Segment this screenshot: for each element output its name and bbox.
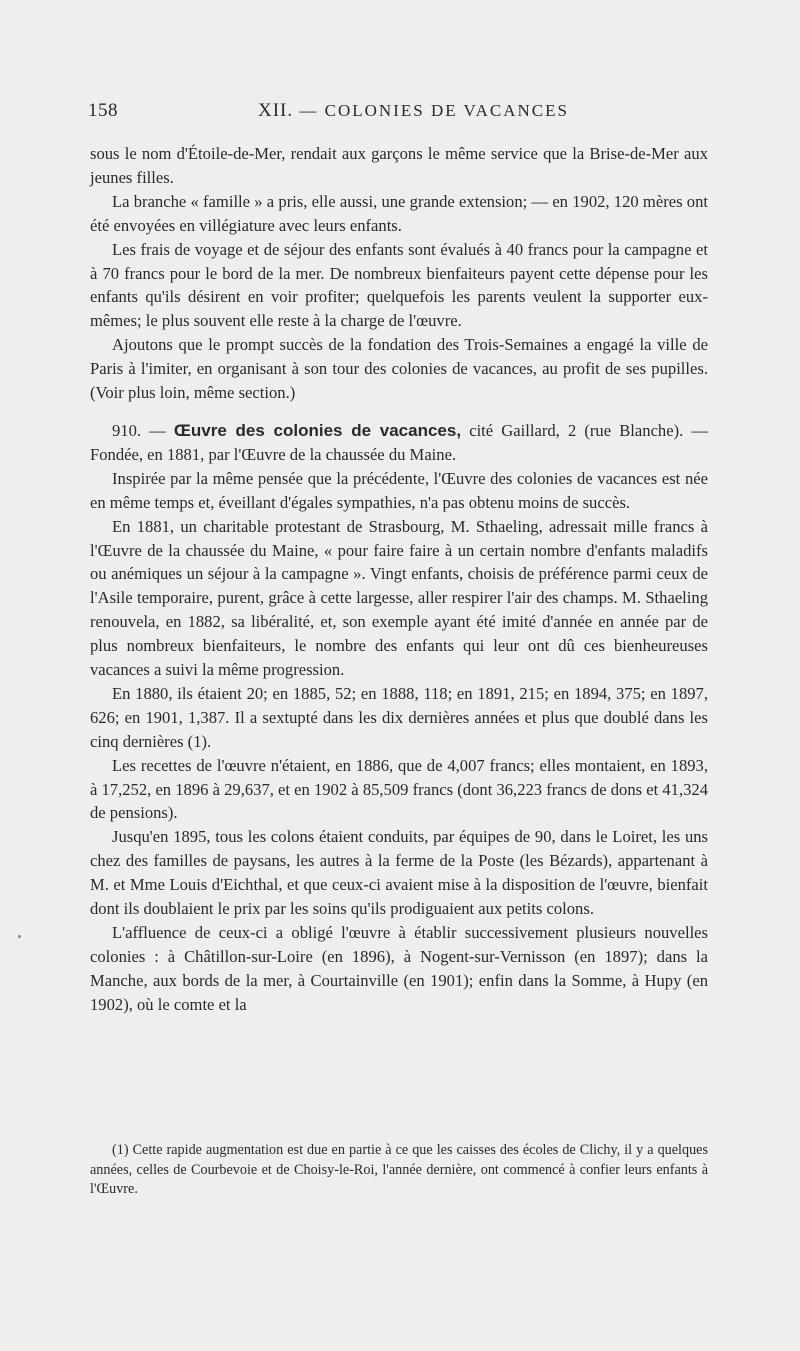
paragraph: Inspirée par la même pensée que la précédente, l'Œuvre des colonies de vacances est née en même temps et, éveillant d'égales sympathies, n'a pas obtenu moins de succès.: [90, 468, 708, 512]
paragraph: Ajoutons que le prompt succès de la fondation des Trois-Semaines a engagé la ville de Paris à l'imiter, en organisant à son tour des colonies de vacances, au profit de ses pupilles. (Voir plus loin, même section.): [90, 335, 708, 403]
footnotes: [90, 1141, 708, 1200]
margin-speck: [18, 935, 21, 938]
paragraph: Les recettes de l'œuvre n'étaient, en 1886, que de 4,007 francs; elles montaient, en 1893, à 17,252, en 1896 à 29,637, et en 1902 à 85,509 francs (dont 36,223 francs de dons et 41,324 de pensions).: [90, 755, 708, 823]
paragraph: Les frais de voyage et de séjour des enfants sont évalués à 40 francs pour la campagne et à 70 francs pour le bord de la mer. De nombreux bienfaiteurs payent cette dépense pour les enfants qu'ils désirent en voir profiter; quelquefois les parents veulent la supporter eux-mêmes; le plus souvent elle reste à la charge de l'œuvre.: [90, 239, 708, 331]
paragraph: La branche « famille » a pris, elle aussi, une grande extension; — en 1902, 120 mères ont été envoyées en villégiature avec leurs enfants.: [90, 191, 708, 235]
section-heading: Œuvre des colonies de vacances,: [173, 420, 462, 440]
paragraph: L'affluence de ceux-ci a obligé l'œuvre à établir successivement plusieurs nouvelles colonies : à Châtillon-sur-Loire (en 1896), à Nogent-sur-Vernisson (en 1897); dans la Manche, aux bords de la mer, à Courtainville (en 1901); enfin dans la Somme, à Hupy (en 1902), où le comte et la: [90, 923, 708, 1014]
footnote: (1) Cette rapide augmentation est due en partie à ce que les caisses des écoles de Clichy, il y a quelques années, celles de Courbevoie et de Choisy-le-Roi, l'année dernière, ont commencé à confier leurs enfants à l'Œuvre.: [90, 1142, 708, 1198]
page-number: 158: [88, 100, 118, 121]
paragraph: sous le nom d'Étoile-de-Mer, rendait aux garçons le même service que la Brise-de-Mer aux jeunes filles.: [90, 144, 708, 187]
chapter-number: XII.: [258, 100, 294, 121]
paragraph: En 1881, un charitable protestant de Strasbourg, M. Sthaeling, adressait mille francs à l'Œuvre de la chaussée du Maine, « pour faire faire à un certain nombre d'enfants maladifs ou anémiques un séjour à la campagne ». Vingt enfants, choisis de préférence parmi ceux de l'Asile temporaire, purent, grâce à cette largesse, aller respirer l'air des champs. M. Sthaeling renouvela, en 1882, sa libéralité, et, son exemple ayant été imité d'année en année par de plus nombreux bienfaiteurs, le nombre des enfants qui leur ont dû ces bienheureuses vacances a suivi la même progression.: [90, 516, 708, 680]
section-intro: cité Gaillard, 2 (rue Blanche). — Fondée, en 1881, par l'Œuvre de la chaussée du Maine.: [90, 420, 708, 464]
body-text: [90, 142, 708, 1017]
section-910: [90, 419, 708, 467]
section-number: 910. —: [112, 420, 166, 440]
header-dash: —: [299, 101, 319, 120]
paragraph: Jusqu'en 1895, tous les colons étaient conduits, par équipes de 90, dans le Loiret, les uns chez des familles de paysans, les autres à la ferme de la Poste (les Bézards), appartenant à M. et Mme Louis d'Eichthal, et que ceux-ci avaient mise à la disposition de l'œuvre, bienfait dont ils doublaient le prix par les soins qu'ils prodiguaient aux petits colons.: [90, 827, 708, 919]
paragraph: En 1880, ils étaient 20; en 1885, 52; en 1888, 118; en 1891, 215; en 1894, 375; en 1897, 626; en 1901, 1,387. Il a sextupté dans les dix dernières années et plus que doublé dans les cinq dernières (1).: [90, 683, 708, 751]
running-header: [88, 98, 712, 128]
running-title: [258, 100, 569, 122]
chapter-title: COLONIES DE VACANCES: [324, 101, 569, 120]
